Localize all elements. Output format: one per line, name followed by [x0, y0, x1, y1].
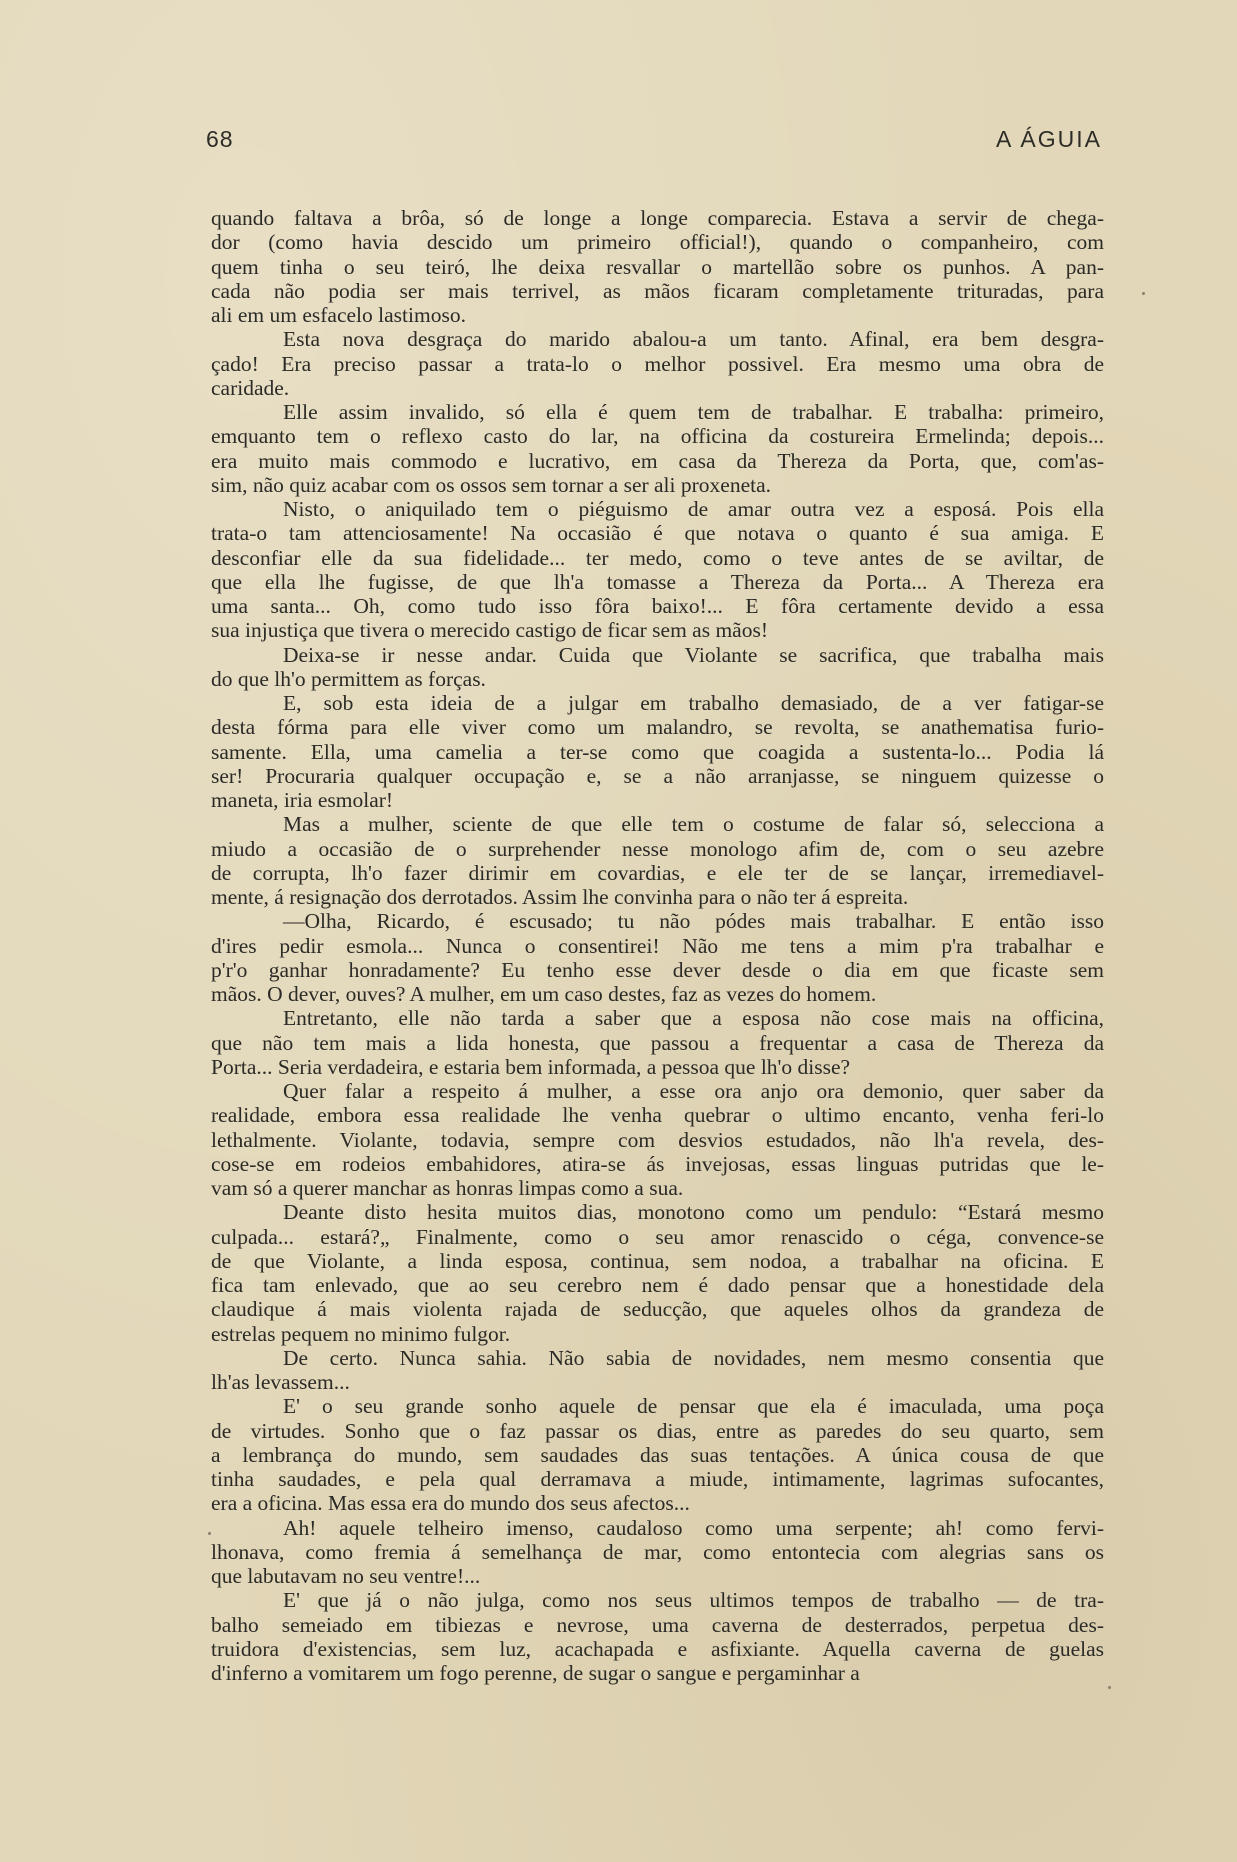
text-line: miudo a occasião de o surprehender nesse monologo afim de, com o seu azebre	[211, 836, 1104, 861]
text-line: de que Violante, a linda esposa, continua, sem nodoa, a trabalhar na oficina. E	[211, 1248, 1104, 1273]
text-line: do que lh'o permittem as forças.	[211, 666, 486, 691]
text-line: Quer falar a respeito á mulher, a esse ora anjo ora demonio, quer saber da	[283, 1079, 1104, 1103]
text-line: lh'as levassem...	[211, 1370, 350, 1394]
journal-title: A ÁGUIA	[995, 126, 1102, 152]
text-line: ser! Procuraria qualquer occupação e, se a não arranjasse, se ninguem quizesse o	[211, 763, 1104, 788]
text-line: era a oficina. Mas essa era do mundo dos seus afectos...	[211, 1491, 690, 1516]
text-line: Entretanto, elle não tarda a saber que a esposa não cose mais na officina,	[283, 1006, 1104, 1031]
text-line: de corrupta, lh'o fazer dirimir em covardias, e ele ter de se lançar, irremediavel-	[211, 860, 1104, 885]
text-line: Elle assim invalido, só ella é quem tem de trabalhar. E trabalha: primeiro,	[283, 400, 1104, 424]
text-line: E' que já o não julga, como nos seus ultimos tempos de trabalho — de tra-	[283, 1588, 1104, 1613]
text-line: p'r'o ganhar honradamente? Eu tenho esse dever desde o dia em que ficaste sem	[211, 957, 1104, 982]
text-line: vam só a querer manchar as honras limpas como a sua.	[211, 1176, 684, 1200]
text-line: Ah! aquele telheiro imenso, caudaloso como uma serpente; ah! como fervi-	[283, 1515, 1104, 1540]
text-line: quem tinha o seu teiró, lhe deixa resvallar o martellão sobre os punhos. A pan-	[211, 254, 1104, 279]
text-line: truidora d'existencias, sem luz, acachapada e asfixiante. Aquella caverna de guelas	[211, 1636, 1104, 1661]
text-line: claudique á mais violenta rajada de seducção, que aqueles olhos da grandeza de	[211, 1297, 1104, 1322]
text-line: estrelas pequem no minimo fulgor.	[211, 1321, 511, 1346]
text-line: de virtudes. Sonho que o faz passar os dias, entre as paredes do seu quarto, sem	[211, 1418, 1104, 1443]
paper-speck	[1108, 1686, 1111, 1689]
text-line: era muito mais commodo e lucrativo, em casa da Thereza da Porta, que, com'as-	[211, 448, 1104, 473]
text-line: E' o seu grande sonho aquele de pensar que ela é imaculada, uma poça	[283, 1394, 1104, 1419]
text-line: que labutavam no seu ventre!...	[211, 1564, 481, 1588]
text-line: fica tam enlevado, que ao seu cerebro nem é dado pensar que a honestidade dela	[211, 1273, 1104, 1297]
text-line: realidade, embora essa realidade lhe venha quebrar o ultimo encanto, venha feri-lo	[211, 1103, 1104, 1128]
text-line: Porta... Seria verdadeira, e estaria bem informada, a pessoa que lh'o disse?	[211, 1054, 851, 1079]
text-line: dor (como havia descido um primeiro official!), quando o companheiro, com	[211, 230, 1104, 255]
text-line: d'ires pedir esmola... Nunca o consentirei! Não me tens a mim p'ra trabalhar e	[211, 933, 1104, 958]
text-line: mente, á resignação dos derrotados. Assim lhe convinha para o não ter á espreita.	[211, 885, 909, 909]
text-line: tinha saudades, e pela qual derramava a miude, intimamente, lagrimas sufocantes,	[211, 1467, 1104, 1491]
text-line: balho semeiado em tibiezas e nevrose, uma caverna de desterrados, perpetua des-	[211, 1612, 1104, 1637]
text-line: samente. Ella, uma camelia a ter-se como que coagida a sustenta-lo... Podia lá	[211, 739, 1104, 764]
text-line: lhonava, como fremia á semelhança de mar, como entontecia com alegrias sans os	[211, 1539, 1104, 1564]
text-line: cose-se em rodeios embahidores, atira-se ás invejosas, essas linguas putridas que le-	[211, 1151, 1104, 1176]
page-number: 68	[206, 126, 234, 152]
text-line: mãos. O dever, ouves? A mulher, em um caso destes, faz as vezes do homem.	[211, 982, 877, 1006]
text-line: De certo. Nunca sahia. Não sabia de novidades, nem mesmo consentia que	[283, 1345, 1104, 1370]
running-head	[206, 126, 1102, 156]
text-line: Esta nova desgraça do marido abalou-a um tanto. Afinal, era bem desgra-	[283, 327, 1104, 352]
text-line: Nisto, o aniquilado tem o piéguismo de amar outra vez a esposá. Pois ella	[283, 497, 1104, 521]
text-line: çado! Era preciso passar a trata-lo o melhor possivel. Era mesmo uma obra de	[211, 351, 1104, 376]
text-line: desta fórma para elle viver como um malandro, se revolta, se anathematisa furio-	[211, 715, 1104, 740]
text-line: sua injustiça que tivera o merecido castigo de ficar sem as mãos!	[211, 618, 769, 643]
text-line: desconfiar elle da sua fidelidade... ter medo, como o teve antes de se aviltar, de	[211, 545, 1104, 570]
text-line: d'inferno a vomitarem um fogo perenne, de sugar o sangue e pergaminhar a	[211, 1661, 860, 1685]
text-line: —Olha, Ricardo, é escusado; tu não pódes mais trabalhar. E então isso	[283, 909, 1104, 934]
text-line: uma santa... Oh, como tudo isso fôra baixo!... E fôra certamente devido a essa	[211, 594, 1104, 618]
article-body	[211, 206, 1104, 1685]
text-line: a lembrança do mundo, sem saudades das suas tentações. A única cousa de que	[211, 1442, 1104, 1467]
text-line: culpada... estará?„ Finalmente, como o seu amor renascido o céga, convence-se	[211, 1224, 1104, 1249]
text-line: que ella lhe fugisse, de que lh'a tomasse a Thereza da Porta... A Thereza era	[211, 569, 1104, 594]
text-line: caridade.	[211, 375, 290, 400]
text-line: cada não podia ser mais terrivel, as mãos ficaram completamente trituradas, para	[211, 278, 1104, 303]
text-line: Deante disto hesita muitos dias, monotono como um pendulo: “Estará mesmo	[283, 1200, 1104, 1225]
text-line: quando faltava a brôa, só de longe a longe comparecia. Estava a servir de chega-	[211, 206, 1104, 230]
text-line: trata-o tam attenciosamente! Na occasião é que notava o quanto é sua amiga. E	[211, 521, 1104, 546]
text-line: emquanto tem o reflexo casto do lar, na officina da costureira Ermelinda; depois...	[211, 424, 1104, 449]
text-line: sim, não quiz acabar com os ossos sem tornar a ser ali proxeneta.	[211, 472, 772, 497]
text-line: Mas a mulher, sciente de que elle tem o costume de falar só, selecciona a	[283, 812, 1104, 837]
text-line: maneta, iria esmolar!	[211, 788, 394, 812]
text-line: que não tem mais a lida honesta, que passou a frequentar a casa de Thereza da	[211, 1030, 1104, 1055]
paper-speck	[1142, 292, 1145, 295]
text-line: lethalmente. Violante, todavia, sempre com desvios estudados, não lh'a revela, des-	[211, 1127, 1104, 1152]
text-line: Deixa-se ir nesse andar. Cuida que Violante se sacrifica, que trabalha mais	[283, 642, 1104, 667]
paper-speck	[208, 1532, 211, 1535]
text-line: ali em um esfacelo lastimoso.	[211, 303, 466, 327]
text-line: E, sob esta ideia de a julgar em trabalho demasiado, de a ver fatigar-se	[283, 691, 1104, 715]
